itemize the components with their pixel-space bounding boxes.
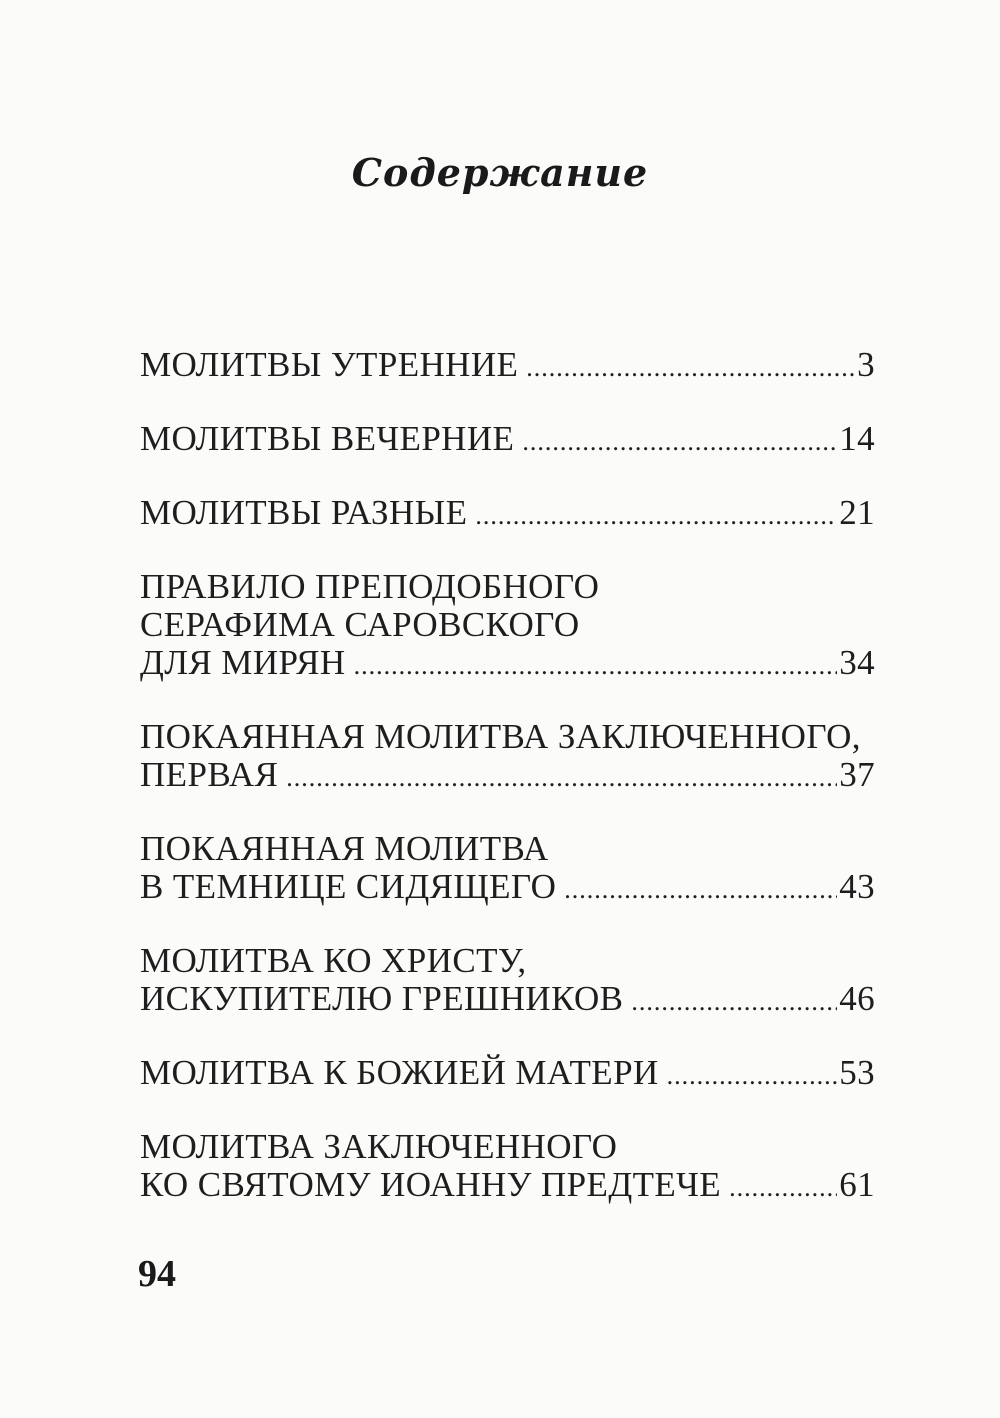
toc-line: [140, 980, 875, 1021]
dot-leader: [631, 983, 837, 1021]
toc-line: [140, 420, 875, 461]
toc-entry-title: МОЛИТВЫ ВЕЧЕРНИЕ: [140, 419, 515, 458]
page-number: 94: [138, 1253, 176, 1295]
toc-entry-title-line: МОЛИТВА ЗАКЛЮЧЕННОГО: [140, 1127, 618, 1166]
toc-line: [140, 868, 875, 909]
toc-page-number: 34: [839, 643, 875, 682]
toc-line: [140, 1054, 875, 1095]
toc-entry-title-line: В ТЕМНИЦЕ СИДЯЩЕГО: [140, 867, 557, 906]
toc-entry-title: МОЛИТВЫ УТРЕННИЕ: [140, 345, 519, 384]
toc-line: [140, 644, 875, 685]
toc-entry-title: МОЛИТВЫ РАЗНЫЕ: [140, 493, 468, 532]
toc-entry-title-line: ПЕРВАЯ: [140, 755, 279, 794]
toc-entry-title-line: ИСКУПИТЕЛЮ ГРЕШНИКОВ: [140, 979, 624, 1018]
dot-leader: [564, 871, 837, 909]
toc-entry[interactable]: [140, 494, 875, 535]
toc-entry-title-line: ПОКАЯННАЯ МОЛИТВА: [140, 829, 549, 868]
toc-line: [140, 346, 875, 387]
toc-entry[interactable]: [140, 568, 875, 685]
toc-entry[interactable]: [140, 942, 875, 1021]
toc-entry[interactable]: [140, 1054, 875, 1095]
toc-line: [140, 1166, 875, 1207]
dot-leader: [729, 1169, 837, 1207]
toc-page-number: 3: [857, 345, 875, 384]
dot-leader: [522, 423, 837, 461]
toc-entry[interactable]: [140, 346, 875, 387]
page-title: Содержание: [351, 150, 649, 195]
dot-leader: [286, 759, 837, 797]
toc-page-number: 46: [839, 979, 875, 1018]
toc-page-number: 14: [839, 419, 875, 458]
toc-entry-title-line: КО СВЯТОМУ ИОАННУ ПРЕДТЕЧЕ: [140, 1165, 722, 1204]
toc-entry[interactable]: [140, 830, 875, 909]
toc-entry-title-line: ПОКАЯННАЯ МОЛИТВА ЗАКЛЮЧЕННОГО,: [140, 717, 861, 756]
toc-entry[interactable]: [140, 718, 875, 797]
toc-page-number: 61: [839, 1165, 875, 1204]
toc-entry-title: МОЛИТВА К БОЖИЕЙ МАТЕРИ: [140, 1053, 659, 1092]
toc-entry-title-line: ДЛЯ МИРЯН: [140, 643, 346, 682]
dot-leader: [475, 497, 837, 535]
toc-entry-title-line: СЕРАФИМА САРОВСКОГО: [140, 605, 580, 644]
toc-entry[interactable]: [140, 1128, 875, 1207]
toc-entry[interactable]: [140, 420, 875, 461]
toc-page-number: 21: [839, 493, 875, 532]
toc-line: [140, 756, 875, 797]
toc-entry-title-line: МОЛИТВА КО ХРИСТУ,: [140, 941, 527, 980]
toc-entry-title-line: ПРАВИЛО ПРЕПОДОБНОГО: [140, 567, 600, 606]
dot-leader: [526, 349, 855, 387]
table-of-contents: [140, 346, 875, 1240]
toc-page-number: 53: [839, 1053, 875, 1092]
dot-leader: [667, 1057, 838, 1095]
toc-line: [140, 494, 875, 535]
dot-leader: [354, 647, 838, 685]
toc-page-number: 43: [839, 867, 875, 906]
toc-page-number: 37: [839, 755, 875, 794]
